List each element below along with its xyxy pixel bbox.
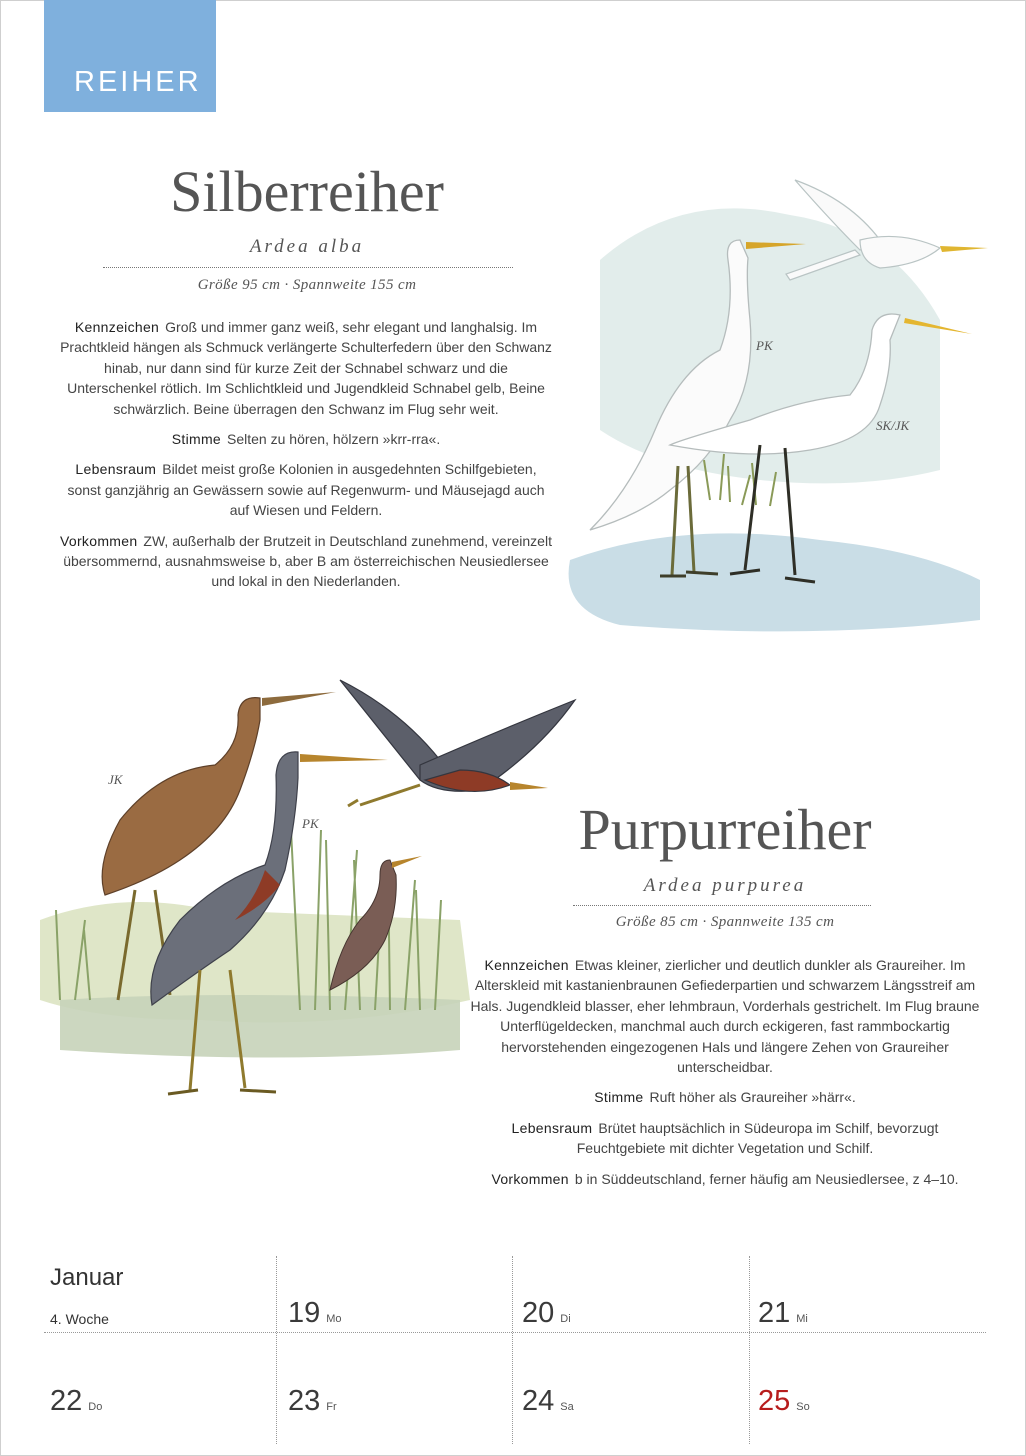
day-number: 19 xyxy=(288,1297,321,1329)
day-number: 23 xyxy=(288,1385,321,1417)
species-title-purpurreiher: Purpurreiher xyxy=(578,797,872,862)
section-kennzeichen xyxy=(470,955,980,1077)
day-number: 21 xyxy=(758,1297,791,1329)
day-number: 25 xyxy=(758,1385,791,1417)
day-weekday: Sa xyxy=(560,1401,574,1413)
day-number: 24 xyxy=(522,1385,555,1417)
title-rule xyxy=(103,267,513,268)
section-vorkommen xyxy=(58,531,554,592)
day-number: 20 xyxy=(522,1297,555,1329)
calendar-column-divider xyxy=(512,1256,513,1444)
calendar-day-cell[interactable] xyxy=(288,1385,337,1418)
day-number: 22 xyxy=(50,1385,83,1417)
calendar-day-cell[interactable] xyxy=(288,1297,342,1330)
section-label: Stimme xyxy=(594,1089,644,1106)
plumage-label-pk-purple: PK xyxy=(302,816,319,831)
section-text: ZW, außerhalb der Brutzeit in Deutschland zunehmend, vereinzelt übersommernd, ausnahmsweise b, aber B am österreichischen Neusiedlersee und lokal in den Niederlanden. xyxy=(63,532,552,590)
calendar-day-cell[interactable] xyxy=(50,1385,102,1418)
great-egret-illustration xyxy=(560,170,1000,640)
plumage-label-pk: PK xyxy=(756,338,773,353)
calendar-month: Januar xyxy=(50,1264,124,1291)
section-text: Selten zu hören, hölzern »krr-rra«. xyxy=(227,431,441,448)
section-text: Groß und immer ganz weiß, sehr elegant und langhalsig. Im Prachtkleid hängen als Schmuck verlängerte Schulterfedern über den Schwanz hinab, nur dann sind für kurze Zeit der Schnabel schwarz und die Unterschenkel rötlich. Im Schlichtkleid und Jugendkleid Schnabel gelb, Beine schwärzlich. Beine überragen den Schwanz im Flug sehr weit. xyxy=(60,319,552,417)
section-stimme xyxy=(58,429,554,449)
section-label: Lebensraum xyxy=(75,461,157,478)
section-text: b in Süddeutschland, ferner häufig am Neusiedlersee, z 4–10. xyxy=(574,1170,959,1187)
category-label: REIHER xyxy=(74,66,202,98)
section-kennzeichen xyxy=(58,317,554,419)
latin-name-purpurreiher: Ardea purpurea xyxy=(643,875,807,896)
calendar-day-cell[interactable] xyxy=(522,1297,571,1330)
section-text: Ruft höher als Graureiher »härr«. xyxy=(649,1089,856,1106)
species-title-silberreiher: Silberreiher xyxy=(170,159,444,224)
calendar-day-cell[interactable] xyxy=(522,1385,574,1418)
calendar-column-divider xyxy=(749,1256,750,1444)
section-label: Kennzeichen xyxy=(74,319,160,335)
category-tag xyxy=(44,0,216,112)
section-text: Etwas kleiner, zierlicher und deutlich dunkler als Graureiher. Im Alterskleid mit kastanienbraunen Gefiederpartien und schwarzem Längsstreif am Hals. Jugendkleid blasser, eher lehmbraun, Vorderhals gestrichelt. Im Flug braune Unterflügeldecken, manchmal auch durch eckigeren, fast rammbockartig hervorstehenden eingezogenen Hals und längere Zehen von Graureiher unterscheidbar. xyxy=(470,957,980,1076)
calendar-week: 4. Woche xyxy=(50,1311,109,1327)
section-stimme xyxy=(470,1087,980,1107)
section-lebensraum xyxy=(470,1118,980,1159)
size-line-silberreiher: Größe 95 cm · Spannweite 155 cm xyxy=(197,277,417,293)
calendar-day-cell-sunday[interactable] xyxy=(758,1385,810,1418)
description-purpurreiher xyxy=(470,955,980,1199)
section-label: Stimme xyxy=(171,431,222,448)
day-weekday: Mo xyxy=(326,1313,342,1325)
section-label: Kennzeichen xyxy=(484,957,569,973)
section-text: Brütet hauptsächlich in Südeuropa im Schilf, bevorzugt Feuchtgebiete mit dichter Vegetation und Schilf. xyxy=(576,1119,939,1157)
calendar-day-cell[interactable] xyxy=(758,1297,808,1330)
latin-name-silberreiher: Ardea alba xyxy=(249,236,365,257)
section-label: Vorkommen xyxy=(491,1170,569,1187)
section-label: Lebensraum xyxy=(511,1119,593,1136)
day-weekday: Fr xyxy=(326,1401,337,1413)
description-silberreiher xyxy=(58,317,554,602)
size-line-purpurreiher: Größe 85 cm · Spannweite 135 cm xyxy=(615,914,835,930)
section-label: Vorkommen xyxy=(60,532,138,549)
calendar-row-divider xyxy=(44,1332,986,1333)
plumage-label-skjk: SK/JK xyxy=(876,418,910,433)
title-rule xyxy=(573,905,871,906)
day-weekday: Mi xyxy=(796,1313,808,1325)
day-weekday: Di xyxy=(560,1313,571,1325)
section-vorkommen xyxy=(470,1169,980,1189)
day-weekday: Do xyxy=(88,1401,103,1413)
section-text: Bildet meist große Kolonien in ausgedehnten Schilfgebieten, sonst ganzjährig an Gewässern sowie auf Regenwurm- und Mäusejagd auch auf Wiesen und Feldern. xyxy=(67,461,545,519)
calendar-column-divider xyxy=(276,1256,277,1444)
plumage-label-jk: JK xyxy=(108,772,123,787)
day-weekday: So xyxy=(796,1401,810,1413)
section-lebensraum xyxy=(58,459,554,520)
